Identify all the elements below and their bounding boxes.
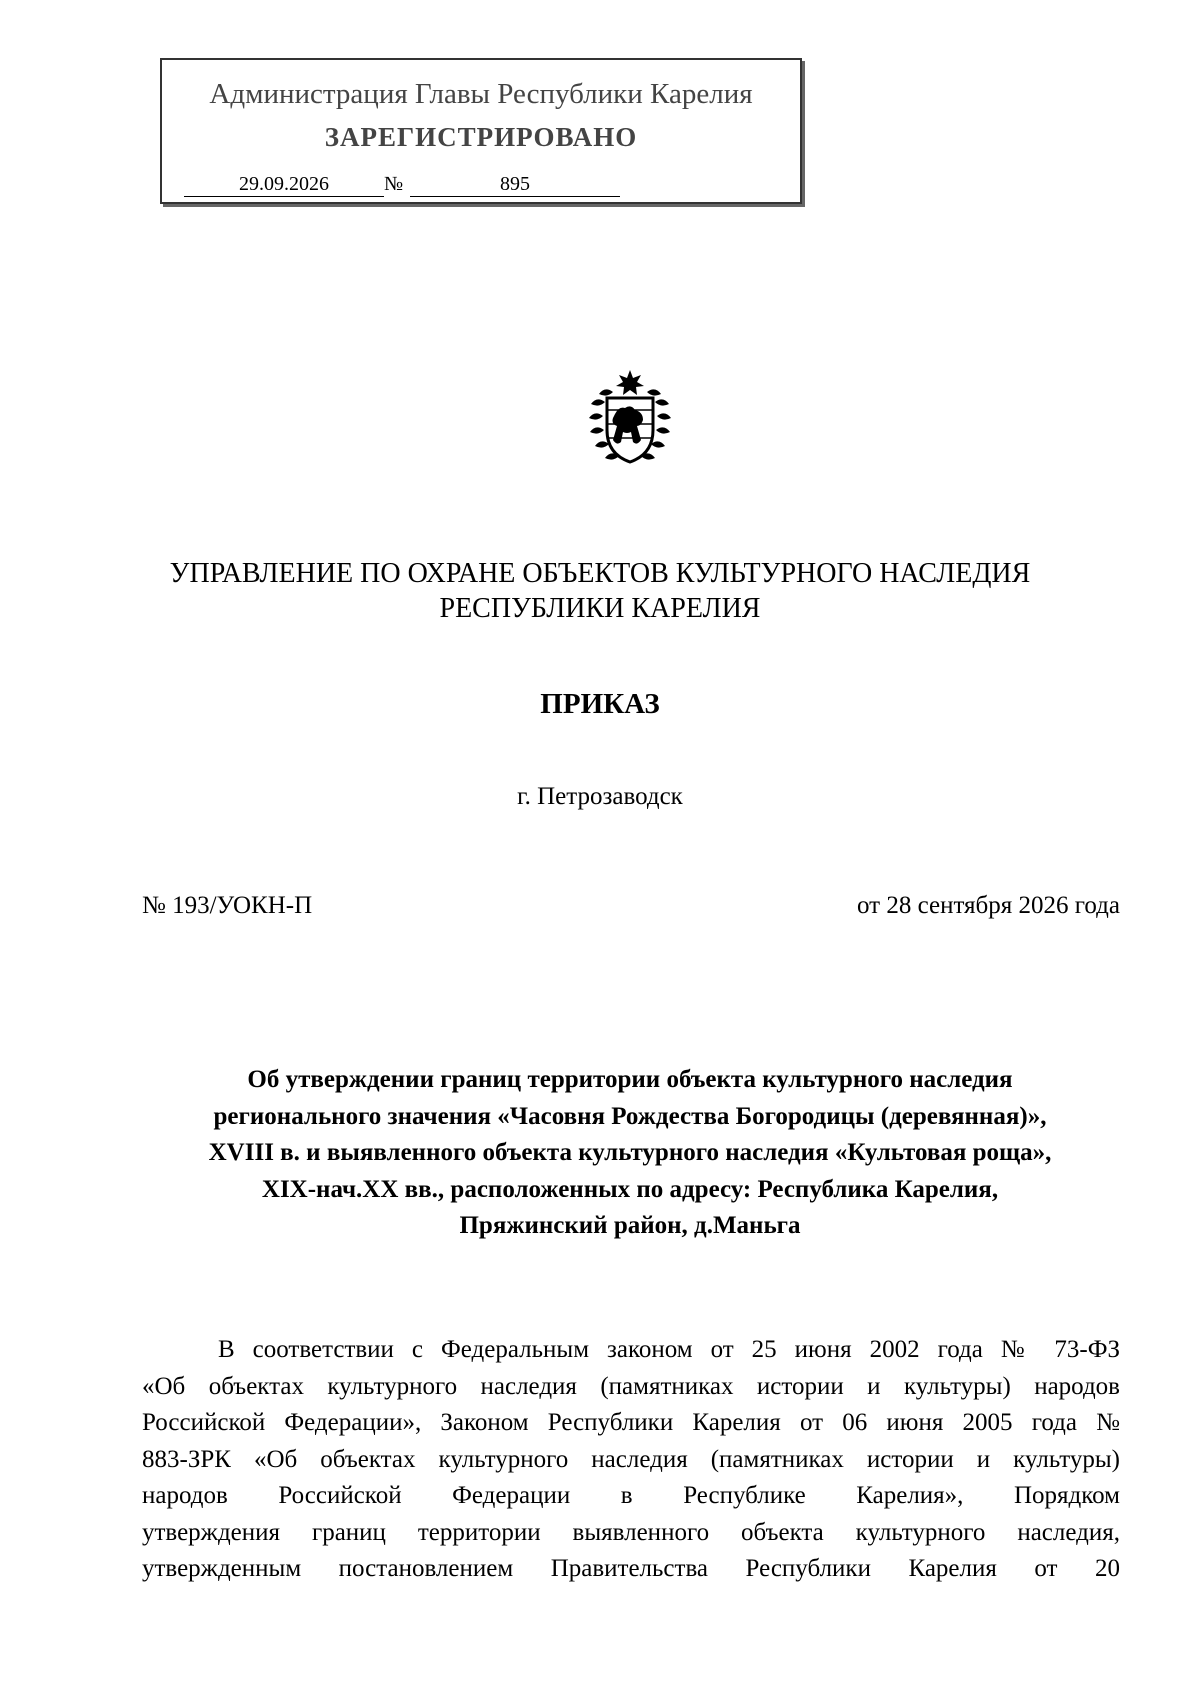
registration-stamp [160, 58, 802, 204]
body-line: утвержденным постановлением Правительства Республики Карелия от 20 [142, 1555, 1120, 1582]
org-line-2: РЕСПУБЛИКИ КАРЕЛИЯ [439, 593, 761, 624]
title-line: Пряжинский район, д.Маньга [459, 1212, 801, 1239]
org-line-1: УПРАВЛЕНИЕ ПО ОХРАНЕ ОБЪЕКТОВ КУЛЬТУРНОГО НАСЛЕДИЯ [169, 558, 1031, 589]
stamp-number-sign: № [384, 173, 404, 195]
body-line: «Об объектах культурного наследия (памятниках истории и культуры) народов [142, 1372, 1120, 1400]
body-line: 883-ЗРК «Об объектах культурного наследия (памятниках истории и культуры) [142, 1445, 1120, 1473]
title-line: XVIII в. и выявленного объекта культурного наследия «Культовая роща», [208, 1139, 1052, 1166]
body-line: утверждения границ территории выявленного объекта культурного наследия, [142, 1518, 1120, 1546]
title-line: XIX-нач.XX вв., расположенных по адресу: Республика Карелия, [261, 1175, 999, 1203]
body-line: народов Российской Федерации в Республике Карелия», Порядком [142, 1482, 1120, 1509]
stamp-date: 29.09.2026 [184, 173, 384, 197]
stamp-authority: Администрация Главы Республики Карелия [209, 78, 753, 110]
stamp-registration-line [184, 173, 620, 197]
title-line: регионального значения «Часовня Рождества Богородицы (деревянная)», [213, 1102, 1047, 1130]
stamp-number: 895 [410, 173, 620, 197]
document-body [142, 1332, 1120, 1588]
document-date: от 28 сентября 2026 года [856, 892, 1120, 919]
title-line: Об утверждении границ территории объекта культурного наследия [247, 1066, 1013, 1093]
document-title [140, 1062, 1120, 1245]
document-number: № 193/УОКН-П [142, 892, 313, 919]
issuing-organization [120, 556, 1080, 626]
body-line: Российской Федерации», Законом Республики Карелия от 06 июня 2005 года № [142, 1409, 1120, 1436]
coat-of-arms-icon [585, 368, 675, 468]
document-type: ПРИКАЗ [540, 688, 660, 720]
document-city: г. Петрозаводск [517, 783, 683, 810]
body-line: В соответствии с Федеральным законом от 25 июня 2002 года № 73-ФЗ [218, 1336, 1120, 1363]
stamp-status: ЗАРЕГИСТРИРОВАНО [324, 122, 638, 152]
